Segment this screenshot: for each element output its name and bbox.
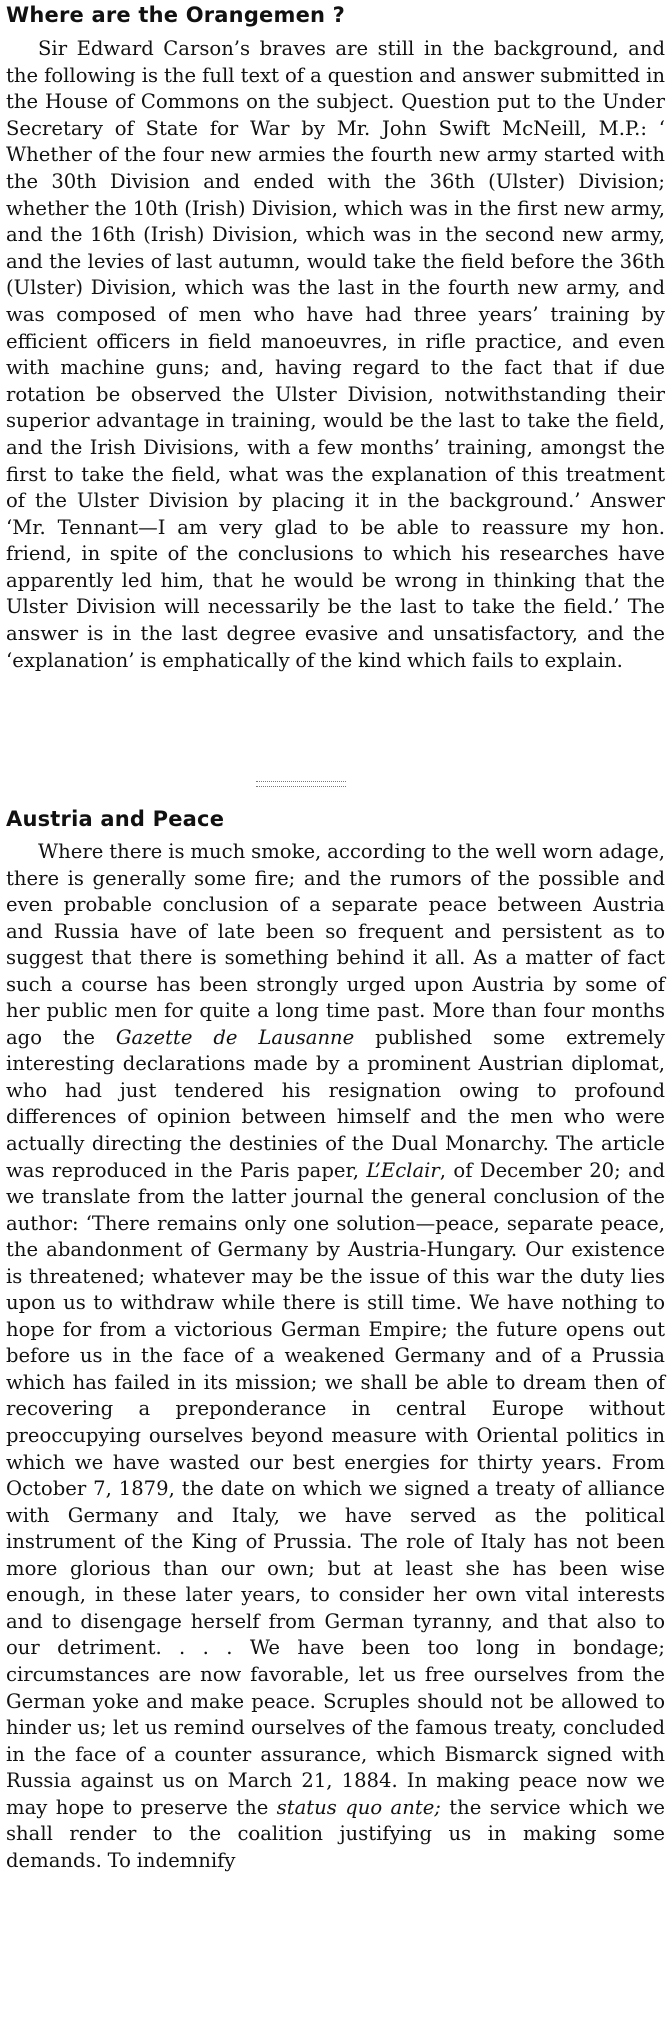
- body-text: Where there is much smoke, according to the well worn adage, there is generally some fire; and the rumors of the possible and even probable conclusion of a separate peace between Austria and Russia have of late been so frequent and persistent as to suggest that there is something behind it all. As a matter of fact such a course has been strongly urged upon Austria by some of her public men for quite a long time past. More than four months ago the: [6, 840, 665, 1049]
- latin-phrase: status quo ante;: [276, 1795, 441, 1819]
- publication-title: L’Eclair: [366, 1158, 440, 1182]
- article-body: [6, 839, 665, 1874]
- section-separator: [256, 778, 346, 786]
- article-body: Sir Edward Carson’s braves are still in the background, and the following is the full text of a question and answer submitted in the House of Commons on the subject. Question put to the Under Secretary of State for War by Mr. John Swift McNeill, M.P.: ‘ Whether of the four new armies the fourth new army started with the 30th Division and ended with the 36th (Ulster) Division; whether the 10th (Irish) Division, which was in the first new army, and the 16th (Irish) Division, which was in the second new army, and the levies of last autumn, would take the field before the 36th (Ulster) Division, which was the last in the fourth new army, and was composed of men who have had three years’ training by efficient officers in field manoeuvres, in rifle practice, and even with machine guns; and, having regard to the fact that if due rotation be observed the Ulster Division, notwithstanding their superior advantage in training, would be the last to take the field, and the Irish Divisions, with a few months’ training, amongst the first to take the field, what was the explanation of this treatment of the Ulster Division by placing it in the background.’ Answer ‘Mr. Tennant—I am very glad to be able to reassure my hon. friend, in spite of the conclusions to which his researches have apparently led him, that he would be wrong in thinking that the Ulster Division will necessarily be the last to take the field.’ The answer is in the last degree evasive and unsatisfactory, and the ‘explanation’ is emphatically of the kind which fails to explain.: [6, 37, 665, 672]
- article-austria-peace: [6, 806, 665, 1874]
- article-heading: Where are the Orangemen ?: [6, 3, 346, 27]
- body-text: , of December 20; and we translate from the latter journal the general conclusion of the author: ‘There remains only one solution—peace, separate peace, the abandonment of Germany by Austria-Hungary. Our existence is threatened; whatever may be the issue of this war the duty lies upon us to withdraw while there is still time. We have nothing to hope for from a victorious German Empire; the future opens out before us in the face of a weakened Germany and of a Prussia which has failed in its mission; we shall be able to dream then of recovering a preponderance in central Europe without preoccupying ourselves beyond measure with Oriental politics in which we have wasted our best energies for thirty years. From October 7, 1879, the date on which we signed a treaty of alliance with Germany and Italy, we have served as the political instrument of the King of Prussia. The role of Italy has not been more glorious than our own; but at least she has been wise enough, in these later years, to consider her own vital interests and to disengage herself from German tyranny, and that also to our detriment. . . . We have been too long in bondage; circumstances are now favorable, let us free ourselves from the German yoke and make peace. Scruples should not be allowed to hinder us; let us remind ourselves of the famous treaty, concluded in the face of a counter assurance, which Bismarck signed with Russia against us on March 21, 1884. In making peace now we may hope to preserve the: [6, 1158, 666, 1819]
- publication-title: Gazette de Lausanne: [115, 1025, 355, 1049]
- article-heading: Austria and Peace: [6, 807, 225, 831]
- body-text: the service which we shall render to the coalition justifying us in making some demands. To indemnify: [6, 1795, 665, 1872]
- body-text: published some extremely interesting declarations made by a prominent Austrian diplomat, who had just tendered his resignation owing to profound differences of opinion between himself and the men who were actually directing the destinies of the Dual Monarchy. The article was reproduced in the Paris paper,: [6, 1025, 666, 1182]
- article-orangemen: [6, 2, 665, 674]
